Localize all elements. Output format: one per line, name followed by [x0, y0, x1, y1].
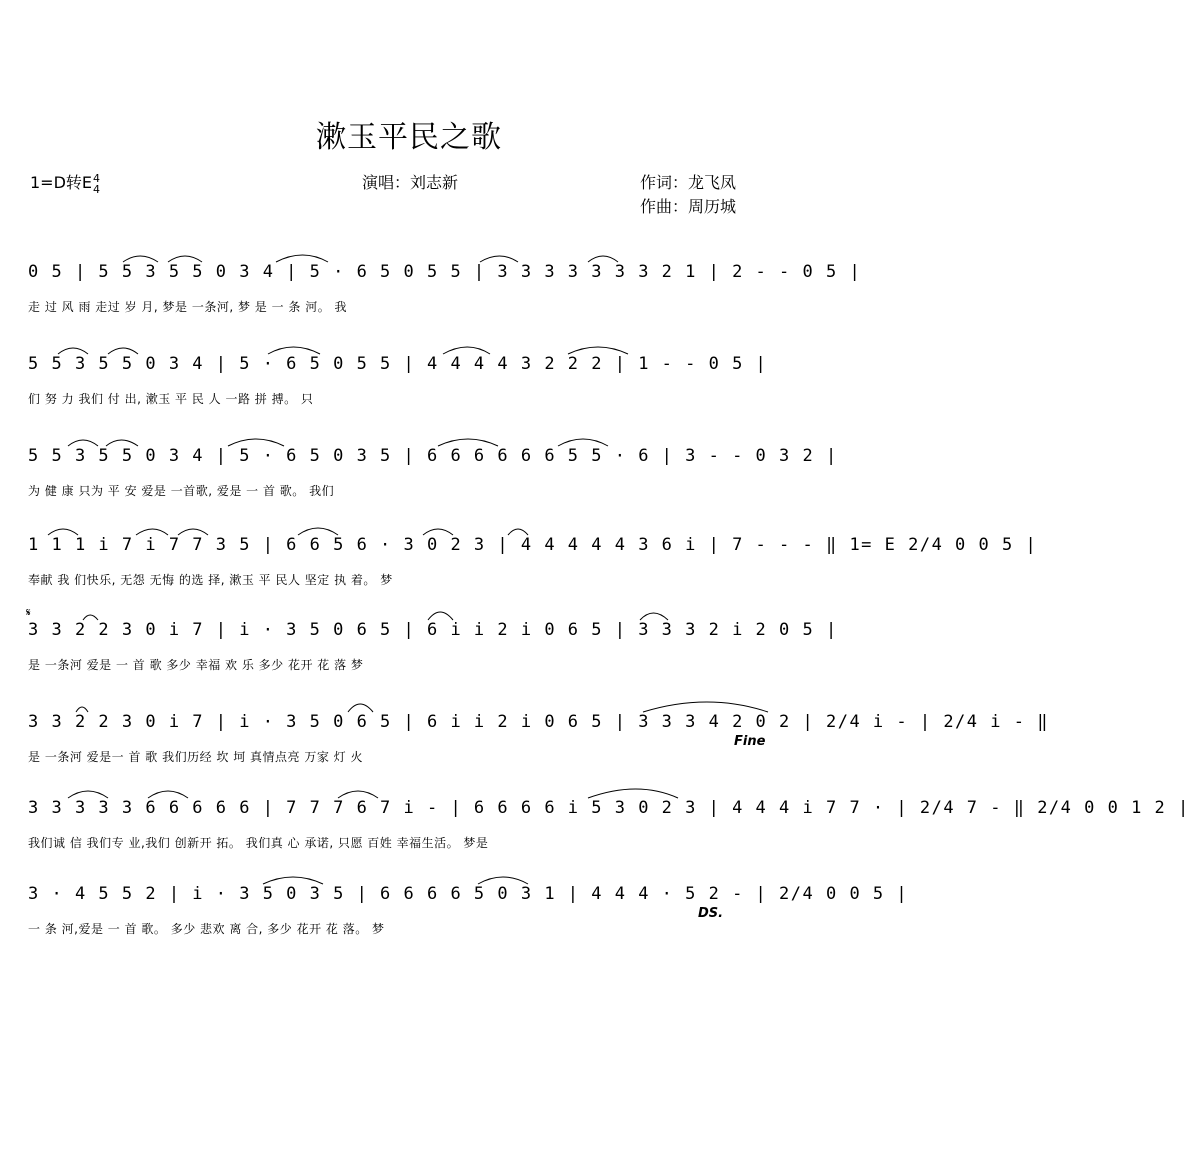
score-system-4 [28, 535, 1038, 605]
song-title: 漱玉平民之歌 [316, 120, 502, 155]
notation-line: 5 5 3 5 5 0 3 4 | 5 · 6 5 0 5 5 | 4 4 4 4 3 2 2 2 | 1 - - 0 5 | [28, 354, 768, 374]
notation-line: 5 5 3 5 5 0 3 4 | 5 · 6 5 0 3 5 | 6 6 6 6 6 6 5 5 · 6 | 3 - - 0 3 2 | [28, 446, 838, 466]
lyric-line: 为 健 康 只为 平 安 爱是 一首歌, 爱是 一 首 歌。 我们 [28, 484, 335, 498]
key-signature [30, 170, 100, 195]
notation-line: 1 1 1 i 7 i 7 7 3 5 | 6 6 5 6 · 3 0 2 3 | 4 4 4 4 4 3 6 i | 7 - - - ‖ 1= E 2/4 0 0 5 | [28, 535, 1038, 555]
time-signature: 4 4 [93, 171, 101, 196]
lyric-line: 一 条 河,爱是 一 首 歌。 多少 悲欢 离 合, 多少 花开 花 落。 梦 [28, 922, 385, 936]
lyric-line: 们 努 力 我们 付 出, 漱玉 平 民 人 一路 拼 搏。 只 [28, 392, 314, 406]
score-system-3 [28, 446, 838, 516]
score-system-5 [26, 606, 838, 690]
notation-line: 3 3 2 2 3 0 i 7 | i · 3 5 0 6 5 | 6 i i 2 i 0 6 5 | 3 3 3 4 2 0 2 | 2/4 i - | 2/4 i - ‖ [28, 712, 1049, 732]
notation-line: 3 3 2 2 3 0 i 7 | i · 3 5 0 6 5 | 6 i i 2 i 0 6 5 | 3 3 3 2 i 2 0 5 | [28, 620, 838, 640]
lyric-line: 我们诚 信 我们专 业,我们 创新开 拓。 我们真 心 承诺, 只愿 百姓 幸福生活。 梦是 [28, 836, 489, 850]
notation-line: 0 5 | 5 5 3 5 5 0 3 4 | 5 · 6 5 0 5 5 | 3 3 3 3 3 3 3 2 1 | 2 - - 0 5 | [28, 262, 862, 282]
notation-line: 3 3 3 3 3 6 6 6 6 6 | 7 7 7 6 7 i - | 6 6 6 6 i 5 3 0 2 3 | 4 4 4 i 7 7 · | 2/4 7 - ‖ 2/4 0 0 1 2 | [28, 798, 1190, 818]
fine-mark: Fine [734, 734, 766, 749]
key-text: 1=D转E [30, 173, 93, 192]
score-system-7 [28, 798, 1190, 868]
lyricist-credit: 作词：龙飞凤 [640, 173, 737, 192]
lyric-line: 是 一条河 爱是 一 首 歌 多少 幸福 欢 乐 多少 花开 花 落 梦 [28, 658, 364, 672]
score-system-1 [28, 262, 862, 332]
ds-mark: DS. [698, 906, 724, 921]
singer-credit: 演唱：刘志新 [362, 173, 459, 192]
score-system-6 [28, 712, 1049, 782]
composer-credit: 作曲：周历城 [640, 197, 737, 216]
score-system-2 [28, 354, 768, 424]
lyric-line: 是 一条河 爱是一 首 歌 我们历经 坎 坷 真情点亮 万家 灯 火 [28, 750, 363, 764]
lyric-line: 走 过 风 雨 走过 岁 月, 梦是 一条河, 梦 是 一 条 河。 我 [28, 300, 348, 314]
notation-line: 3 · 4 5 5 2 | i · 3 5 0 3 5 | 6 6 6 6 5 0 3 1 | 4 4 4 · 5 2 - | 2/4 0 0 5 | [28, 884, 909, 904]
score-system-8 [28, 884, 909, 954]
segno-symbol: 𝄋 [26, 606, 31, 619]
lyric-line: 奉献 我 们快乐, 无怨 无悔 的选 择, 漱玉 平 民人 坚定 执 着。 梦 [28, 573, 393, 587]
